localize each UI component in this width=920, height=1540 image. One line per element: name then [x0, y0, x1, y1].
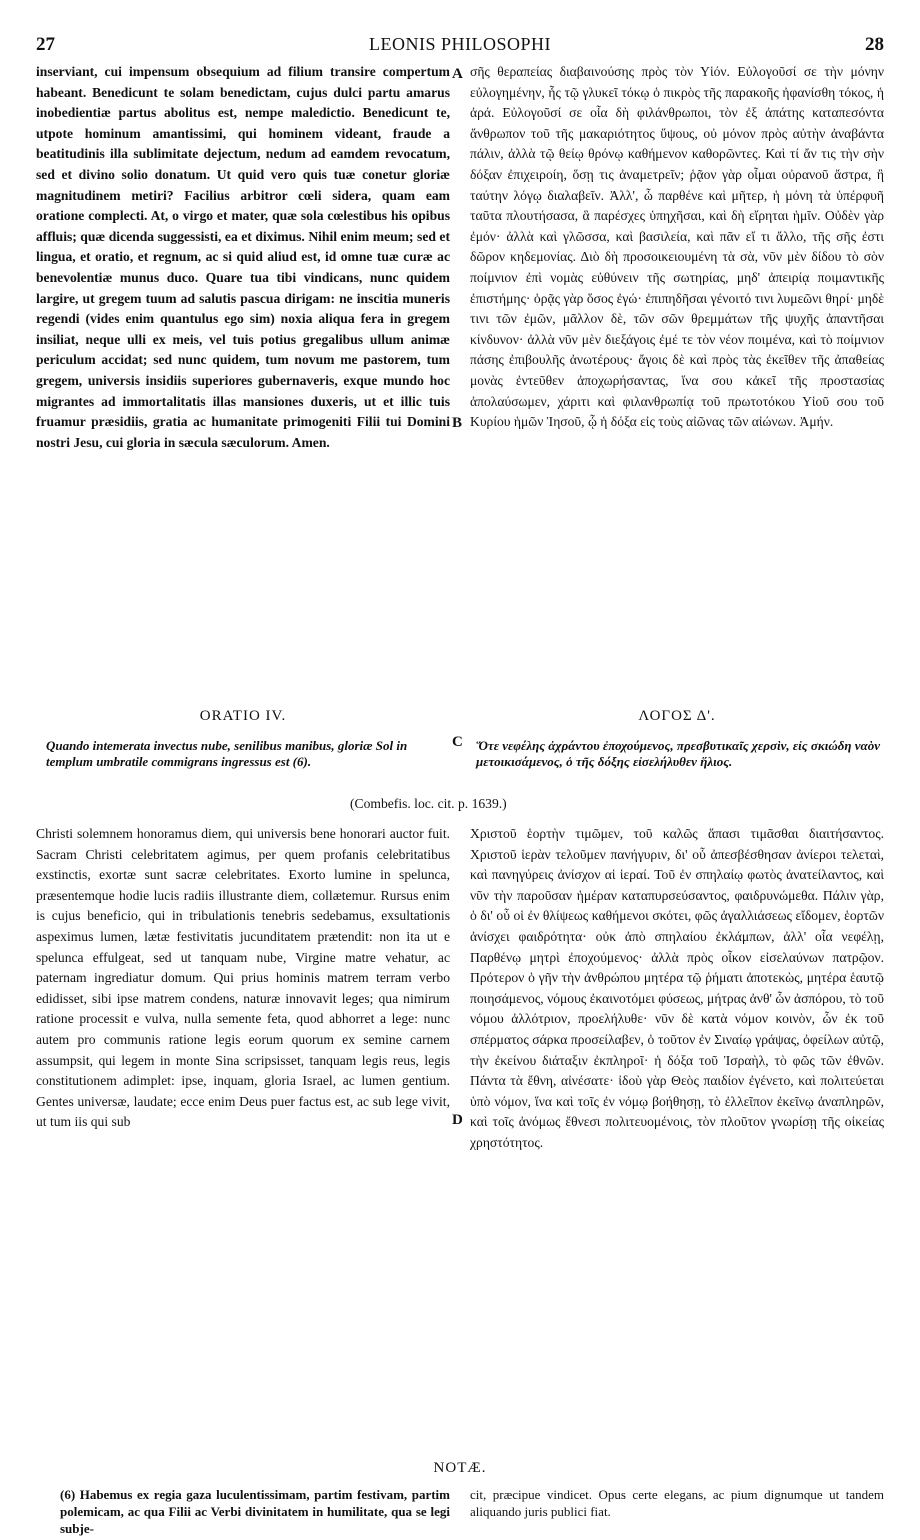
greek-column-top — [470, 62, 884, 682]
note-left: (6) Habemus ex regia gaza luculentissimam, partim festivam, partim polemicam, ac qua Filii ac Verbi divinitatem in humilitate, qua se legi subje- — [60, 1487, 450, 1536]
notes-heading: NOTÆ. — [433, 1460, 487, 1476]
latin-column-top — [36, 62, 450, 702]
oratio-title-latin: ORATIO IV. — [199, 708, 287, 724]
oratio-subtitle-latin: Quando intemerata invectus nube, senilibus manibus, gloriæ Sol in templum umbratile commigrans ingressus est (6). — [46, 738, 408, 769]
greek-paragraph-body: Χριστοῦ ἑορτὴν τιμῶμεν, τοῦ καλῶς ἅπασι τιμᾶσθαι διαιτήσαντος. Χριστοῦ ἱερὰν τελοῦμεν πανήγυριν, δι' οὗ ἀπεσβέσθησαν ἀνίεροι τελεταὶ, καὶ πανηγύρεις ἀνίσχον αἱ ἱεραί. Τοῦ ἐν σπηλαίῳ φωτὸς ἀνατείλαντος, καὶ νῦν τὴν παροῦσαν ἡμέραν καταπυρσεύσαντος, φαιδρυνώμεθα. Πάλιν γὰρ, ὁ δι' οὗ οἱ ἐν θλίψεως καθήμενοι σκότει, φῶς ἀγαλλιάσεως εἴδομεν, ἑορτῶν ἀνίσχει φαιδρότητα· οὐκ ἀπὸ σπηλαίου ἐκλάμπων, ἀλλ' οἷα νεφέλῃ, Παρθένῳ μητρὶ ἐποχούμενος· ἀλλὰ πρὸς οἶκον εἰσελαύνων πατρῷον. Πρότερον ὁ γῆν τὴν ἀνθρώπου μητέρα τῷ ῥήματι ἀποτεκὼς, μητέρα ἑαυτῷ ποιησάμενος, νόμους ἐκαινοτόμει φύσεως, μήτρας ἀνθ' ὧν ἀσπόρου, τὸ τοῦ νόμου ἀλλότριον, προελήλυθε· νῦν δὲ κατὰ νόμον κοινὸν, ὧν ἐκ τοῦ σπέρματος σάρκα προσείλαβεν, ὁ τοῦτον ἐν Σιναίῳ γράψας, ὀφείλων αὐτῷ, τὴν ἐκείνου διάταξιν ἐκπληροῖ· ἡ δόξα τοῦ Ἰσραὴλ, τὸ φῶς τῶν ἐθνῶν. Πάντα τὰ ἔθνη, αἰνέσατε· ἰδοὺ γὰρ Θεὸς παιδίον ἐγένετο, καὶ πολιτεύεται ὑπὸ νόμον, ἵνα καὶ τοῖς ἐν νόμῳ βοήθησῃ, τὸ ἐλλεῖπον ἐκεῖνῳ ἀναπληρῶν, καὶ τοῖς ἀνόμως ἔθνεσι πολιτευομένοις, τὸν πλοῦτον γνωρίσῃ τῆς οἰκείας χρηστότητος. — [470, 826, 884, 1150]
greek-paragraph-top: σῆς θεραπείας διαβαινούσης πρὸς τὸν Υἱόν. Εὐλογοῦσί σε τὴν μόνην εὐλογημένην, ἧς τῷ γλυκεῖ τόκῳ ὁ πικρὸς τῆς παρακοῆς ἠφανίσθη τόκος, ἡ ἀρά. Εὐλογοῦσί σε οἷα δὴ φιλάνθρωποι, τὸν ἐξ ἀπάτης καταπεσόντα ἄνθρωπον τοῦ τῆς μακαριότητος ὕψους, οὐ μόνον πρὸς αὐτὴν ἀναβάντα πάλιν, ἀλλὰ τῷ θείῳ θρόνῳ καθήμενον καθορῶντες. Καὶ τί ἄν τις τὴν σὴν δόξαν ἐπιχειροίη, ὅσῃ τις ἀναμετρεῖν; ῥᾷον γὰρ οἶμαι οὐρανοῦ ἄστρα, ἢ ταύτην λόγῳ διαλαβεῖν. Ἀλλ', ὦ παρθένε καὶ μῆτερ, ἡ μόνη τὰ ὑπέρφυῆ ταῦτα πλουτήσασα, ἃ παρέσχες ὑπηχῆσαι, καὶ δὴ εἴρηται ἡμῖν. Οὐδὲν γὰρ ἐμόν· ἀλλὰ καὶ γλῶσσα, καὶ βασιλεία, καὶ πᾶν εἴ τι ἄλλο, τῆς σῆς ἐστι δῶρον κηδεμονίας. Διὸ δὴ προσοικειουμένη τὰ σὰ, νῦν μὲν δίδου τὸ σὸν ποίμνιον ἐπὶ νομὰς εὐθύνειν τῆς σωτηρίας, μηδ' ἀπειρίᾳ ποιμαντικῆς ἐπιστήμης· ὁρᾷς γὰρ ὅσος ἐγώ· ἐπιπηδῆσαι γένοιτό τινι λυμεῶνι θηρί· μηδὲ τινι τῶν ἐμῶν, μᾶλλον δὲ, τῶν σῶν θρεμμάτων τῆς ψυχῆς ἀπαντῆσαι κίνδυνον· ἀλλὰ νῦν μὲν διεξάγοις ἐμέ τε τὸν νέον ποιμένα, καὶ τὸ ποίμνιον πάσης ἐπιβουλῆς ἀνωτέρους· ἄγοις δὲ καὶ πρὸς τὰς ἐκεῖθεν τῆς ἀπαθείας μονὰς ἐντεῦθεν ἀποχωρήσαντας, ἵνα σου κἀκεῖ τῆς προστασίας ἀπολαύσωμεν, χάριτι καὶ φιλανθρωπίᾳ τοῦ πρωτοτόκου Υἱοῦ σου τοῦ Κυρίου ἡμῶν Ἰησοῦ, ᾧ ἡ δόξα εἰς τοὺς αἰῶνας τῶν αἰώνων. Ἀμήν. — [470, 64, 884, 430]
greek-column-body — [470, 824, 884, 1444]
margin-mark-a: A — [452, 66, 463, 82]
source-citation: (Combefis. loc. cit. p. 1639.) — [350, 796, 507, 811]
page-number-right: 28 — [865, 34, 884, 55]
running-title: LEONIS PHILOSOPHI — [368, 34, 551, 54]
page-header — [36, 34, 884, 58]
latin-paragraph-top: inserviant, cui impensum obsequium ad filium transire compertum habeant. Benedicunt te solam benedictam, cujus dulci partu amarus inobedientiæ partus abolitus est, nempe maledictio. Benedicunt te, utpote hominum amantissimi, qui hominem videant, fraude a beatitudinis illa sublimitate dejectum, nedum ad eamdem revocatum, sed et divino solio donatum. Ut quid vero quis tuæ conetur gloriæ magnitudinem metiri? Facilius arbitror cœli sidera, quam eam oratione complecti. At, o virgo et mater, quæ sola cœlestibus his opibus affluis; quæ dicenda suggessisti, ea et diximus. Nihil enim meum; sed et lingua, et oratio, et regnum, ac si quid aliud est, id omne tuæ curæ ac benevolentiæ munus duco. Quare tua tibi vindicans, nunc quidem largire, ut gregem tuum ad salutis pascua dirigam: ne inscitia muneris regendi (vides enim quantulus ego sim) noxia aliqua fera in gregem insiliat, neque ulli ex meis, vel tuis potius gregalibus ullum animæ periculum accidat; sed nunc quidem, tum novum me pastorem, tum gregem, universis insidiis superiores gubernaveris, exque mundo hoc migrantes ad immortalitatis illas mansiones duxeris, ut et illic tuis fruamur præsidiis, gratia ac humanitate primogeniti Filii tui Domini nostri Jesu, cui gloria in sæcula sæculorum. Amen. — [36, 64, 450, 450]
page-number-left: 27 — [36, 34, 55, 55]
margin-mark-b: B — [452, 415, 463, 431]
note-right: cit, præcipue vindicet. Opus certe elegans, ac pium dignumque ut tandem aliquando juris publici fiat. — [470, 1487, 884, 1519]
oratio-subtitle-greek: Ὅτε νεφέλης ἀχράντου ἐποχούμενος, πρεσβυτικαῖς χερσὶν, εἰς σκιώδη ναὸν μετοικισάμενος, ὁ τῆς δόξης εἰσελήλυθεν ἥλιος. — [476, 738, 881, 769]
latin-paragraph-body: Christi solemnem honoramus diem, qui universis bene honorari auctor fuit. Sacram Christi celebritatem agimus, per quem profanis celebritatibus exstinctis, exortæ sunt sacræ celebritates. Exorto lumine in spelunca, præsentemque hodie lucis radiis illustrante diem, collætemur. Rursus enim is cujus beneficio, qui in tribulationis tenebris sedebamus, exsultationis aspeximus lumen, lætæ festivitatis jucunditatem prætendit: non ita ut e spelunca effulgeat, sed ut tanquam nube, Virgine matre vehatur, ac paternam ingrediatur domum. Qui prius hominis matrem terram verbo edidisset, sibi ipse matrem condens, naturæ innovavit leges; qua nimirum ratione processit e vulva, nulla semente feta, quod abhorret a lege: nunc autem pro communis ratione legis eorum quorum ex semine carnem assumpsit, qui legem in monte Sina scripsisset, tanquam legis reus, legis constitutionem adimplet: ipse, inquam, gloria Israel, ac lumen gentium. Gentes universæ, laudate; ecce enim Deus puer factus est, ac sub lege vivit, ut tum iis qui sub — [36, 826, 450, 1130]
margin-mark-d: D — [452, 1112, 463, 1128]
latin-column-body — [36, 824, 450, 1444]
margin-mark-c: C — [452, 734, 463, 750]
oratio-title-greek: ΛΟΓΟΣ Δ'. — [638, 708, 716, 724]
